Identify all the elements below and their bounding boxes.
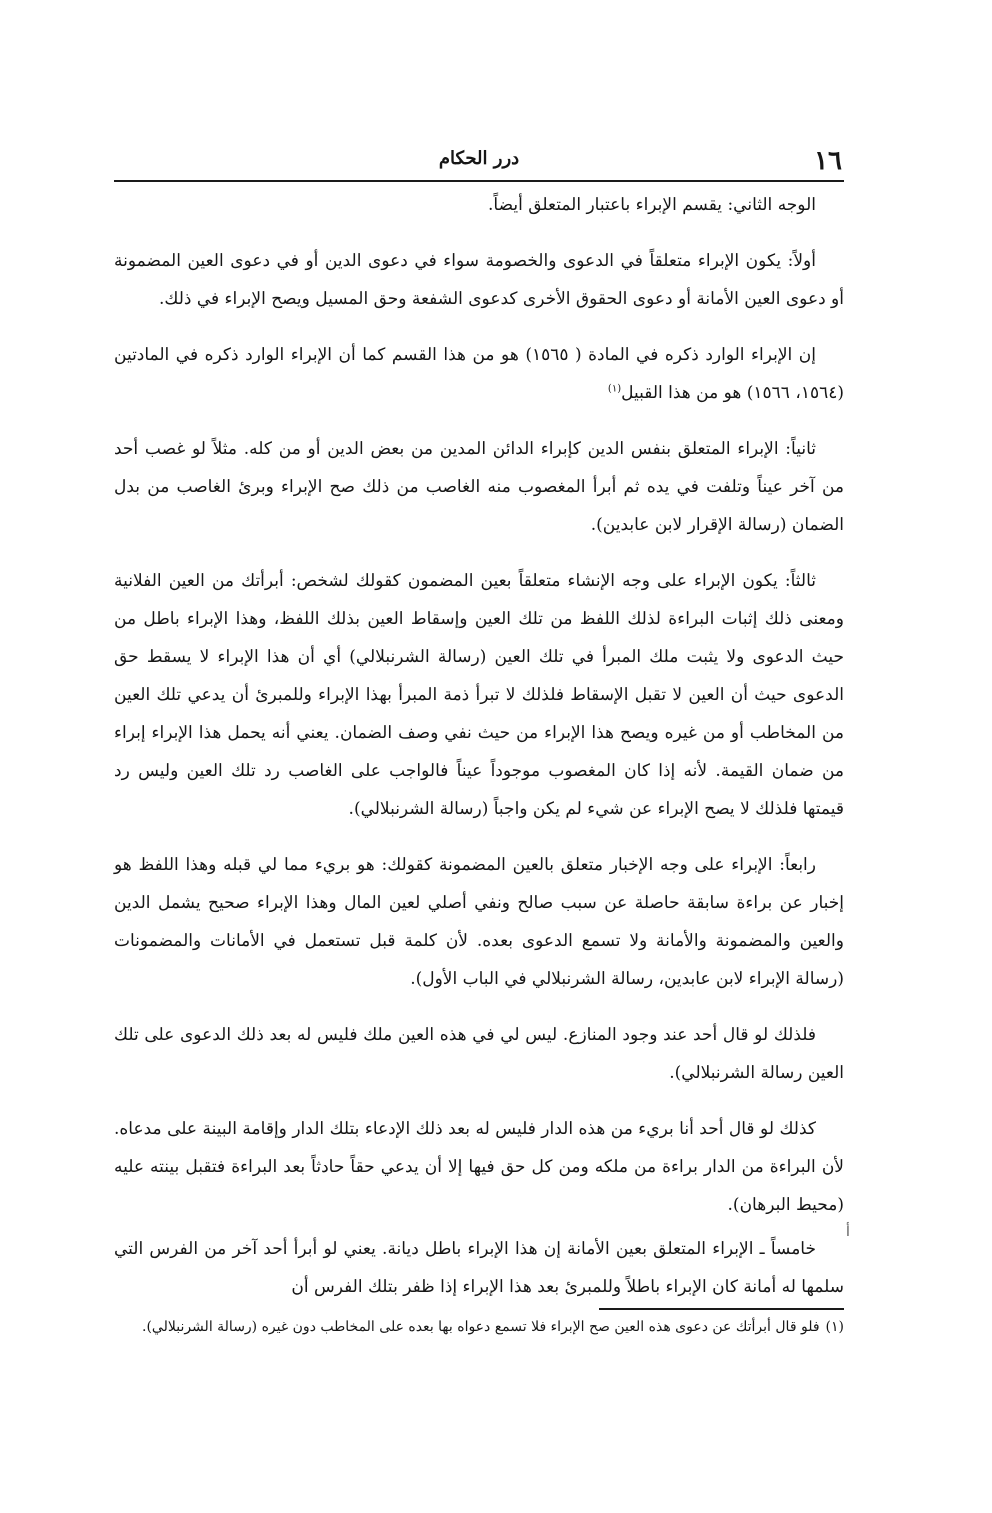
- footnote-number: (١): [825, 1319, 844, 1335]
- paragraph: ثالثاً: يكون الإبراء على وجه الإنشاء متعلقاً بعين المضمون كقولك لشخص: أبرأتك من العين الفلانية ومعنى ذلك إثبات البراءة لذلك اللفظ من تلك العين وإسقاط العين بذلك اللفظ، وهذا الإبراء باطل من حيث الدعوى ولا يثبت ملك المبرأ في تلك العين (رسالة الشرنبلالي) أي أن هذا الإبراء لا يسقط حق الدعوى حيث أن العين لا تقبل الإسقاط فلذلك لا تبرأ ذمة المبرأ بهذا الإبراء وللمبرئ أن يدعي تلك العين من المخاطب أو من غيره ويصح هذا الإبراء من حيث نفي وصف الضمان. يعني أنه يحمل هذا الإبراء إبراء من ضمان القيمة. لأنه إذا كان المغصوب موجوداً عيناً فالواجب على الغاصب رد تلك العين وليس رد قيمتها فلذلك لا يصح الإبراء عن شيء لم يكن واجباً (رسالة الشرنبلالي).: [114, 571, 844, 819]
- margin-mark: ﺃ: [846, 1224, 850, 1240]
- body-text: [114, 186, 844, 1324]
- paragraph-with-footnote: [114, 336, 844, 412]
- footnotes: [114, 1312, 844, 1342]
- footnote-divider: [599, 1308, 844, 1310]
- running-title: درر الحكام: [438, 148, 520, 169]
- paragraph: رابعاً: الإبراء على وجه الإخبار متعلق بالعين المضمونة كقولك: هو بريء مما لي قبله وهذا اللفظ هو إخبار عن براءة سابقة حاصلة عن سبب صالح ونفي أصلي لعين المال وهذا الإبراء صحيح يشمل الدين والعين والمضمونة والأمانة ولا تسمع الدعوى بعده. لأن كلمة قبل تستعمل في الأمانات والمضمونات (رسالة الإبراء لابن عابدين، رسالة الشرنبلالي في الباب الأول).: [114, 855, 844, 989]
- footnote: [114, 1312, 844, 1342]
- page-header: [114, 142, 844, 182]
- paragraph: ثانياً: الإبراء المتعلق بنفس الدين كإبراء الدائن المدين من بعض الدين أو من كله. مثلاً لو غصب أحد من آخر عيناً وتلفت في يده ثم أبرأ المغصوب منه الغاصب من ذلك صح الإبراء وبرئ الغاصب من بدل الضمان (رسالة الإقرار لابن عابدين).: [114, 439, 844, 535]
- paragraph: أولاً: يكون الإبراء متعلقاً في الدعوى والخصومة سواء في دعوى الدين أو في دعوى العين المضمونة أو دعوى العين الأمانة أو دعوى الحقوق الأخرى كدعوى الشفعة وحق المسيل ويصح الإبراء في ذلك.: [114, 251, 844, 309]
- paragraph: كذلك لو قال أحد أنا بريء من هذه الدار فليس له بعد ذلك الإدعاء بتلك الدار وإقامة البينة على مدعاه. لأن البراءة من الدار براءة من ملكه ومن كل حق فيها إلا أن يدعي حقاً حادثاً بعد البراءة فتقبل بينته عليه (محيط البرهان).: [114, 1119, 844, 1215]
- paragraph: الوجه الثاني: يقسم الإبراء باعتبار المتعلق أيضاً.: [488, 195, 816, 215]
- footnote-text: فلو قال أبرأتك عن دعوى هذه العين صح الإبراء فلا تسمع دعواه بها بعده على المخاطب دون غيره (رسالة الشرنبلالي).: [142, 1319, 820, 1335]
- paragraph-text: إن الإبراء الوارد ذكره في المادة ( ١٥٦٥) هو من هذا القسم كما أن الإبراء الوارد ذكره في المادتين (١٥٦٤، ١٥٦٦) هو من هذا القبيل: [114, 345, 844, 403]
- paragraph: خامساً ـ الإبراء المتعلق بعين الأمانة إن هذا الإبراء باطل ديانة. يعني لو أبرأ أحد آخر من الفرس التي سلمها له أمانة كان الإبراء باطلاً وللمبرئ بعد هذا الإبراء إذا ظفر بتلك الفرس أن: [114, 1239, 844, 1297]
- paragraph: فلذلك لو قال أحد عند وجود المنازع. ليس لي في هذه العين ملك فليس له بعد ذلك الدعوى على تلك العين رسالة الشرنبلالي).: [114, 1025, 844, 1083]
- footnote-reference: (١): [607, 383, 622, 395]
- page-number: ١٦: [814, 146, 842, 176]
